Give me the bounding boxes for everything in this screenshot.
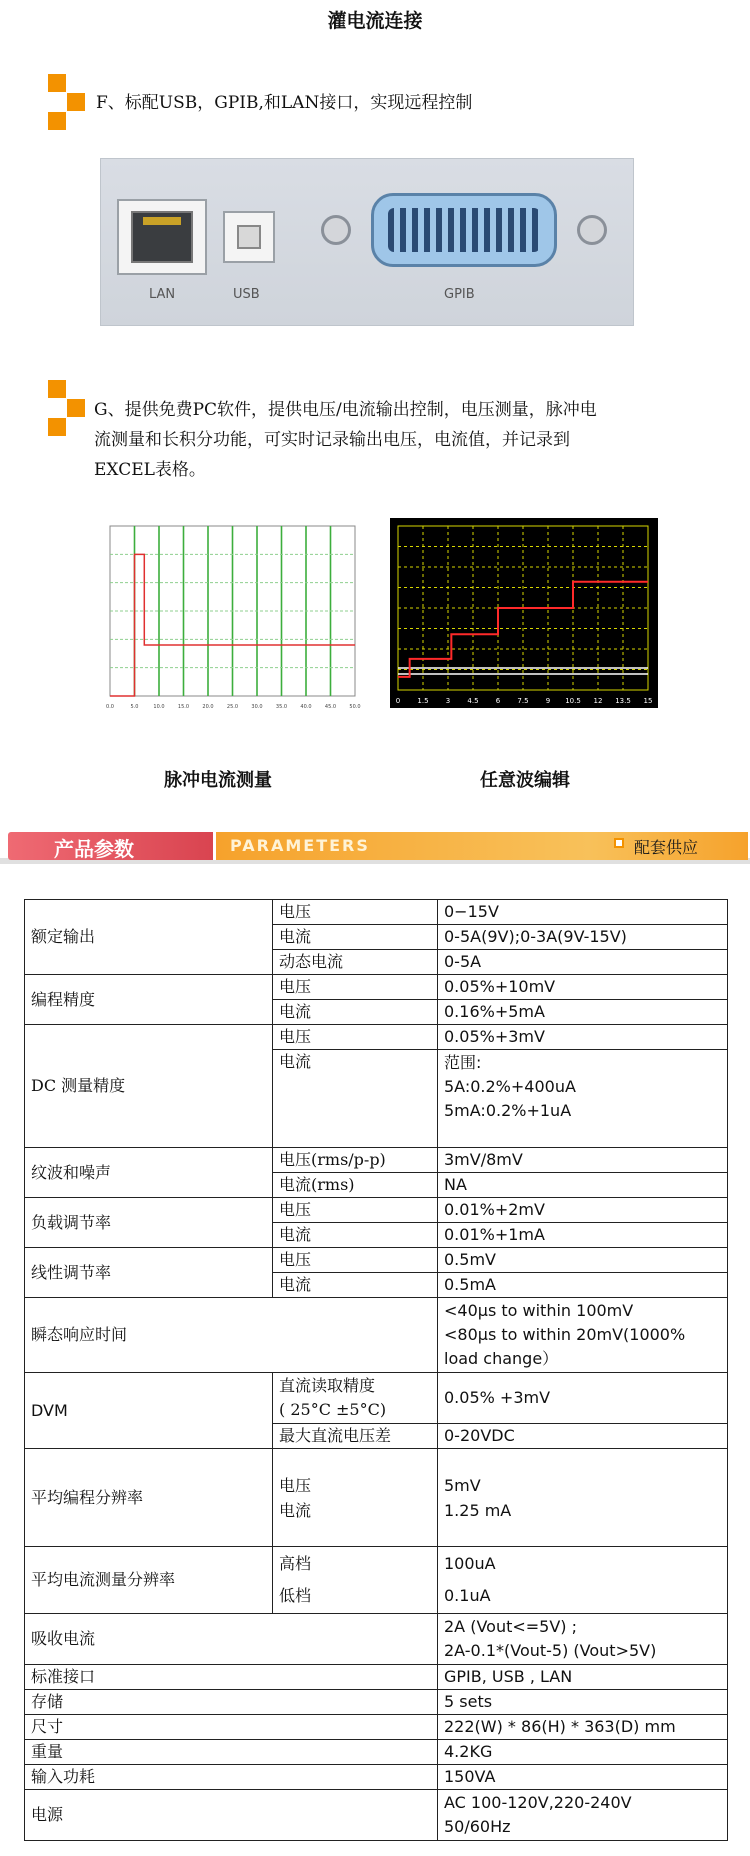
spec-label: 平均电流测量分辨率 <box>25 1547 273 1614</box>
spec-sublabel <box>273 1373 438 1424</box>
spec-value-line: 5A:0.2%+400uA <box>444 1077 576 1096</box>
spec-label: DC 测量精度 <box>25 1025 273 1148</box>
spec-sublabel: 电压(rms/p-p) <box>273 1148 438 1173</box>
x-tick-label: 40.0 <box>300 704 312 710</box>
gpib-label: GPIB <box>444 287 475 302</box>
spec-sublabel: 电流 <box>273 925 438 950</box>
spec-value-line: 5mA:0.2%+1uA <box>444 1101 572 1120</box>
spec-value: 222(W) * 86(H) * 363(D) mm <box>438 1715 728 1740</box>
spec-label: 重量 <box>25 1740 438 1765</box>
spec-value-line: 2A (Vout<=5V) ; <box>444 1617 578 1636</box>
spec-label: 额定输出 <box>25 900 273 975</box>
chart-caption-pulse: 脉冲电流测量 <box>164 770 272 791</box>
spec-label: 纹波和噪声 <box>25 1148 273 1198</box>
spec-value: 0-5A <box>438 950 728 975</box>
pulse-chart-xticks <box>106 704 361 710</box>
table-row <box>25 1614 728 1665</box>
spec-sublabel: 电流 <box>273 1223 438 1248</box>
gpib-port-icon <box>371 193 557 267</box>
x-tick-label: 45.0 <box>324 704 337 710</box>
spec-value-line: 50/60Hz <box>444 1817 511 1836</box>
x-tick-label: 20.0 <box>202 704 214 710</box>
x-tick-label: 15.0 <box>177 704 190 710</box>
x-tick-label: 0.0 <box>106 704 114 710</box>
spec-value: 0-20VDC <box>438 1424 728 1449</box>
spec-label: 瞬态响应时间 <box>25 1298 438 1373</box>
spec-sublabel-line: 低档 <box>279 1586 312 1605</box>
spec-value: 150VA <box>438 1765 728 1790</box>
spec-sublabel-line: 电流 <box>279 1500 312 1520</box>
spec-value: 5 sets <box>438 1690 728 1715</box>
table-row <box>25 1198 728 1223</box>
spec-label: 输入功耗 <box>25 1765 438 1790</box>
lan-label: LAN <box>149 287 176 302</box>
spec-sublabel: 电流 <box>273 1273 438 1298</box>
spec-sublabel: 电流(rms) <box>273 1173 438 1198</box>
spec-label: DVM <box>25 1373 273 1449</box>
feature-f <box>48 74 728 134</box>
spec-value: 0.5mA <box>438 1273 728 1298</box>
table-row <box>25 1298 728 1373</box>
x-tick-label: 35.0 <box>275 704 288 710</box>
port-panel-image <box>100 158 634 326</box>
spec-value: 0.05% +3mV <box>438 1373 728 1424</box>
x-tick-label: 13.5 <box>615 697 631 705</box>
banner-en-title: PARAMETERS <box>230 836 370 855</box>
spec-sublabel-line: 高档 <box>279 1554 312 1573</box>
spec-value: 0-5A(9V);0-3A(9V-15V) <box>438 925 728 950</box>
spec-label: 存储 <box>25 1690 438 1715</box>
spec-value <box>438 1298 728 1373</box>
spec-value: 4.2KG <box>438 1740 728 1765</box>
table-row <box>25 1547 728 1614</box>
table-row <box>25 1148 728 1173</box>
spec-value-line: load change） <box>444 1349 559 1368</box>
spec-value: 0.05%+10mV <box>438 975 728 1000</box>
spec-label: 电源 <box>25 1790 438 1841</box>
section-caption: 灌电流连接 <box>327 10 423 32</box>
usb-label: USB <box>233 287 260 302</box>
x-tick-label: 0 <box>395 697 401 705</box>
spec-value <box>438 1547 728 1614</box>
spec-value: 0.16%+5mA <box>438 1000 728 1025</box>
table-row <box>25 1373 728 1424</box>
table-row <box>25 1690 728 1715</box>
spec-value-line: 100uA <box>444 1554 496 1573</box>
orange-bullet-icon <box>48 74 88 132</box>
x-tick-label: 30.0 <box>251 704 263 710</box>
screw-left-icon <box>321 215 351 245</box>
table-row <box>25 1790 728 1841</box>
x-tick-label: 6 <box>495 697 501 705</box>
spec-table <box>24 899 728 1841</box>
spec-value: 0.05%+3mV <box>438 1025 728 1050</box>
x-tick-label: 25.0 <box>226 704 239 710</box>
x-tick-label: 12 <box>593 697 603 705</box>
x-tick-label: 3 <box>445 697 451 705</box>
spec-value: NA <box>438 1173 728 1198</box>
spec-sublabel-line: 直流读取精度 <box>279 1376 376 1395</box>
spec-sublabel: 电压 <box>273 1248 438 1273</box>
spec-value: 0.01%+1mA <box>438 1223 728 1248</box>
feature-f-text: F、标配USB，GPIB,和LAN接口，实现远程控制 <box>96 93 473 113</box>
spec-value <box>438 1614 728 1665</box>
x-tick-label: 1.5 <box>417 697 429 705</box>
spec-value: 3mV/8mV <box>438 1148 728 1173</box>
screw-right-icon <box>577 215 607 245</box>
spec-value-line: <40μs to within 100mV <box>444 1301 634 1320</box>
spec-value-line: 5mV <box>444 1475 481 1495</box>
spec-label: 编程精度 <box>25 975 273 1025</box>
spec-value-line: AC 100-120V,220-240V <box>444 1793 632 1812</box>
feature-g <box>48 380 728 480</box>
spec-value <box>438 1050 728 1148</box>
banner-right-link[interactable]: 配套供应 <box>634 838 699 857</box>
orange-bullet-icon <box>48 380 88 438</box>
table-row <box>25 1025 728 1050</box>
spec-label: 标准接口 <box>25 1665 438 1690</box>
spec-sublabel: 动态电流 <box>273 950 438 975</box>
lan-port-icon <box>117 199 207 275</box>
table-row <box>25 1248 728 1273</box>
arbitrary-wave-chart <box>390 518 658 708</box>
x-tick-label: 7.5 <box>517 697 529 705</box>
table-row <box>25 1740 728 1765</box>
spec-label: 尺寸 <box>25 1715 438 1740</box>
spec-sublabel: 电压 <box>273 900 438 925</box>
spec-label: 吸收电流 <box>25 1614 438 1665</box>
table-row <box>25 900 728 925</box>
parameters-banner <box>0 832 750 868</box>
usb-port-icon <box>223 211 275 263</box>
spec-sublabel-line: 电压 <box>279 1475 312 1495</box>
x-tick-label: 10.0 <box>153 704 165 710</box>
spec-sublabel: 电流 <box>273 1000 438 1025</box>
x-tick-label: 50.0 <box>349 704 361 710</box>
spec-value-line: <80μs to within 20mV(1000% <box>444 1325 686 1344</box>
pulse-current-chart <box>92 514 362 714</box>
spec-sublabel-line: ( 25°C ±5°C) <box>279 1400 387 1419</box>
spec-sublabel: 最大直流电压差 <box>273 1424 438 1449</box>
x-tick-label: 4.5 <box>467 697 479 705</box>
chart-caption-wave: 任意波编辑 <box>480 770 570 791</box>
x-tick-label: 5.0 <box>130 704 139 710</box>
spec-sublabel <box>273 1449 438 1547</box>
x-tick-label: 15 <box>643 697 653 705</box>
table-row <box>25 1715 728 1740</box>
spec-sublabel: 电流 <box>273 1050 438 1148</box>
spec-value <box>438 1790 728 1841</box>
banner-cn-title: 产品参数 <box>54 837 134 861</box>
spec-value-line: 范围: <box>444 1053 482 1072</box>
spec-value: 0−15V <box>438 900 728 925</box>
x-tick-label: 10.5 <box>565 697 581 705</box>
spec-value-line: 1.25 mA <box>444 1500 512 1520</box>
spec-label: 平均编程分辨率 <box>25 1449 273 1547</box>
spec-sublabel <box>273 1547 438 1614</box>
table-row <box>25 1765 728 1790</box>
spec-label: 负载调节率 <box>25 1198 273 1248</box>
banner-cn-block <box>8 832 213 860</box>
banner-square-icon <box>614 838 624 848</box>
spec-sublabel: 电压 <box>273 1198 438 1223</box>
spec-sublabel: 电压 <box>273 1025 438 1050</box>
spec-value <box>438 1449 728 1547</box>
x-tick-label: 9 <box>545 697 551 705</box>
spec-value: GPIB, USB , LAN <box>438 1665 728 1690</box>
table-row <box>25 1665 728 1690</box>
spec-label: 线性调节率 <box>25 1248 273 1298</box>
spec-value-line: 0.1uA <box>444 1586 491 1605</box>
table-row <box>25 975 728 1000</box>
spec-value: 0.01%+2mV <box>438 1198 728 1223</box>
table-row <box>25 1449 728 1547</box>
spec-sublabel: 电压 <box>273 975 438 1000</box>
banner-en-block <box>216 832 748 860</box>
spec-value: 0.5mV <box>438 1248 728 1273</box>
feature-g-text: G、提供免费PC软件，提供电压/电流输出控制，电压测量，脉冲电 流测量和长积分功能，可实时记录输出电压，电流值，并记录到 EXCEL表格。 <box>94 400 597 480</box>
spec-value-line: 2A-0.1*(Vout-5) (Vout>5V) <box>444 1641 657 1660</box>
